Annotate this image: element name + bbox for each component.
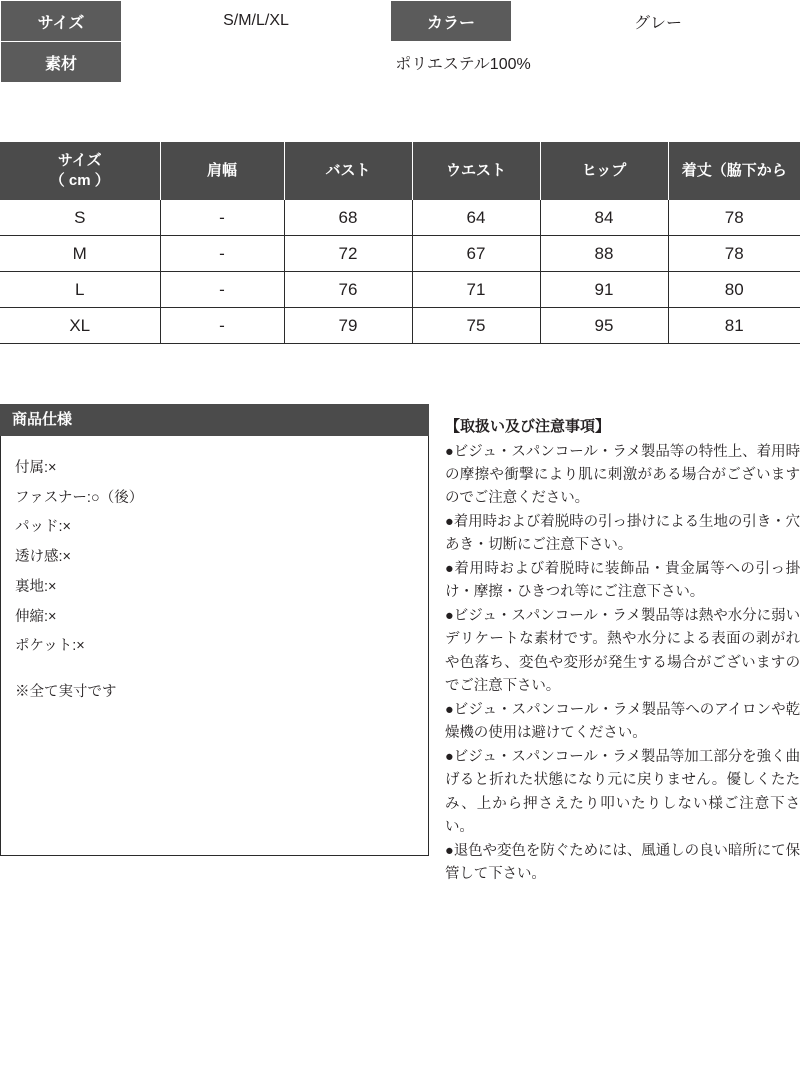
spec-table-row [1,1,800,42]
product-specification-panel [0,404,429,887]
product-specification-line: ポケット:× [15,638,85,655]
measurement-cell: 95 [540,308,668,344]
measurement-cell: 84 [540,200,668,236]
measurement-column-header: ヒップ [540,142,668,200]
product-specification-line: 伸縮:× [15,608,57,625]
table-row [0,200,800,236]
table-row [0,272,800,308]
handling-note-item: ●ビジュ・スパンコール・ラメ製品等へのアイロンや乾燥機の使用は避けてください。 [445,701,800,742]
bottom-section [0,404,800,887]
measurement-cell: 76 [284,272,412,308]
measurement-cell: 78 [668,200,800,236]
handling-note-item: ●着用時および着脱時の引っ掛けによる生地の引き・穴あき・切断にご注意下さい。 [445,513,800,554]
measurement-cell: 67 [412,236,540,272]
product-specification-title: 商品仕様 [0,404,429,436]
handling-notes-panel [429,404,800,887]
spec-value-cell: ポリエステル100% [122,42,800,83]
measurement-cell: - [160,200,284,236]
measurement-cell: 72 [284,236,412,272]
measurement-table-body [0,200,800,344]
measurement-column-header: 肩幅 [160,142,284,200]
size-label-cell: XL [0,308,160,344]
measurement-cell: 64 [412,200,540,236]
spec-table-row [1,42,800,83]
spec-label-cell: 素材 [1,42,122,83]
table-row [0,308,800,344]
handling-note-item: ●ビジュ・スパンコール・ラメ製品等は熱や水分に弱いデリケートな素材です。熱や水分による表面の剥がれや色落ち、変色や変形が発生する場合がございますのでご注意下さい。 [445,607,800,695]
size-label-cell: S [0,200,160,236]
measurement-cell: 81 [668,308,800,344]
measurement-cell: 88 [540,236,668,272]
spec-value-cell: S/M/L/XL [122,1,391,42]
product-spec-table [0,0,800,83]
measurement-column-header: サイズ （ cm ） [0,142,160,200]
product-specification-line: 付属:× [15,460,57,476]
handling-note-item: ●退色や変色を防ぐためには、風通しの良い暗所にて保管して下さい。 [445,842,800,883]
measurement-cell: 91 [540,272,668,308]
product-specification-body [0,436,429,856]
measurement-cell: 68 [284,200,412,236]
product-specification-line: 透け感:× [15,549,71,566]
product-specification-line: ファスナー:○（後） [15,489,144,506]
measurement-section [0,142,800,344]
size-label-cell: M [0,236,160,272]
measurement-cell: 79 [284,308,412,344]
handling-note-item: ●ビジュ・スパンコール・ラメ製品等加工部分を強く曲げると折れた状態になり元に戻りません。優しくたたみ、上から押さえたり叩いたりしない様ご注意下さい。 [445,748,800,836]
measurement-cell: 78 [668,236,800,272]
measurement-cell: 80 [668,272,800,308]
product-specification-footnote: ※全て実寸です [15,684,117,701]
size-label-cell: L [0,272,160,308]
spec-label-cell: サイズ [1,1,122,42]
product-specification-line: 裏地:× [15,578,57,595]
measurement-table-head [0,142,800,200]
table-row [0,236,800,272]
measurement-column-header: ウエスト [412,142,540,200]
measurement-column-header: バスト [284,142,412,200]
measurement-column-header: 着丈（脇下から [668,142,800,200]
measurement-cell: - [160,308,284,344]
product-specification-line: パッド:× [15,519,71,536]
spec-value-cell: グレー [512,1,800,42]
handling-note-item: ●ビジュ・スパンコール・ラメ製品等の特性上、着用時の摩擦や衝撃により肌に刺激がある場合がございますのでご注意ください。 [445,443,800,507]
measurement-cell: - [160,236,284,272]
spec-table-body [1,1,800,83]
spec-label-cell: カラー [391,1,512,42]
handling-note-item: ●着用時および着脱時に装飾品・貴金属等への引っ掛け・摩擦・ひきつれ等にご注意下さい。 [445,560,800,601]
measurement-cell: - [160,272,284,308]
measurement-table [0,142,800,344]
handling-notes-title: 【取扱い及び注意事項】 [445,418,611,435]
measurement-cell: 75 [412,308,540,344]
table-header-row [0,142,800,200]
measurement-cell: 71 [412,272,540,308]
